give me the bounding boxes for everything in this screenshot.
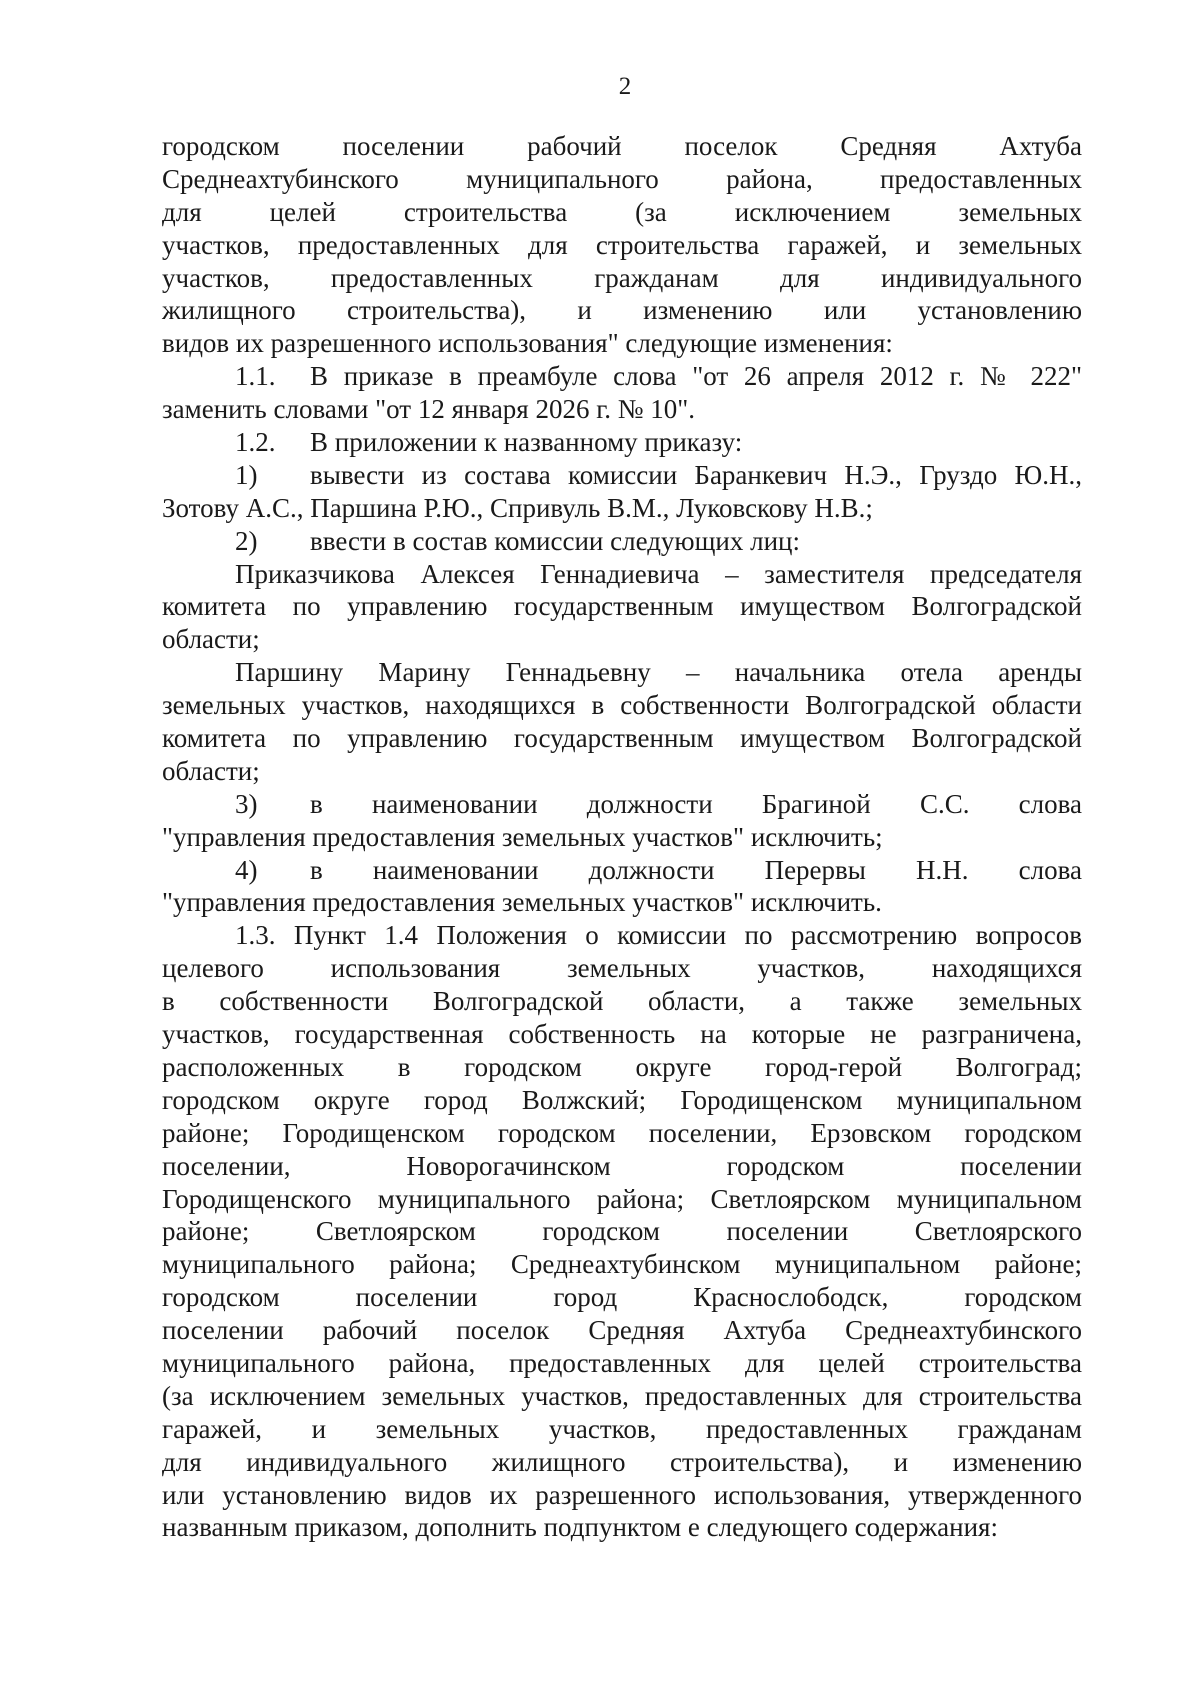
text-line [162, 788, 1082, 821]
text-line [162, 886, 1082, 919]
text-line [162, 1314, 1082, 1347]
text-line [162, 985, 1082, 1018]
line-text: для индивидуального жилищного строительства), и изменению [162, 1446, 1082, 1477]
text-line [162, 689, 1082, 722]
list-marker: 2) [235, 525, 258, 556]
text-line [162, 1248, 1082, 1281]
text-line [162, 262, 1082, 295]
line-text: "управления предоставления земельных участков" исключить; [162, 821, 883, 852]
text-line [162, 294, 1082, 327]
line-text: жилищного строительства), и изменению или установлению [162, 295, 1082, 326]
line-text: области; [162, 624, 260, 655]
text-line [162, 360, 1082, 393]
line-text: Зотову А.С., Паршина Р.Ю., Спривуль В.М., Луковскову Н.В.; [162, 492, 873, 523]
text-line [162, 1215, 1082, 1248]
text-line [162, 393, 1082, 426]
text-line [162, 656, 1082, 689]
line-text: муниципального района; Среднеахтубинском муниципальном районе; [162, 1249, 1082, 1280]
list-marker: 1) [235, 459, 258, 490]
text-line [162, 163, 1082, 196]
list-marker: 1.1. [235, 361, 276, 392]
line-text: участков, предоставленных для строительства гаражей, и земельных [162, 229, 1082, 260]
line-text: в наименовании должности Брагиной С.С. слова [310, 788, 1082, 819]
text-line [162, 1018, 1082, 1051]
text-line [162, 1183, 1082, 1216]
text-line [162, 1281, 1082, 1314]
text-line [162, 426, 1082, 459]
line-text: Городищенского муниципального района; Светлоярском муниципальном [162, 1183, 1082, 1214]
line-text: заменить словами "от 12 января 2026 г. № 10". [162, 394, 696, 425]
document-body [162, 130, 1082, 1544]
line-text: (за исключением земельных участков, предоставленных для строительства [162, 1380, 1082, 1411]
text-line [162, 1511, 1082, 1544]
line-text: городском поселении город Краснослободск, городском [162, 1282, 1082, 1313]
text-line [162, 1446, 1082, 1479]
text-line [162, 952, 1082, 985]
text-line [162, 590, 1082, 623]
text-line [162, 1150, 1082, 1183]
line-text: В приложении к названному приказу: [310, 427, 743, 458]
line-text: участков, государственная собственность на которые не разграничена, [162, 1019, 1082, 1050]
line-text: поселении рабочий поселок Средняя Ахтуба Среднеахтубинского [162, 1315, 1082, 1346]
text-line [162, 1084, 1082, 1117]
line-text: комитета по управлению государственным имуществом Волгоградской [162, 723, 1082, 754]
line-text: или установлению видов их разрешенного использования, утвержденного [162, 1479, 1082, 1510]
line-text: Приказчикова Алексея Геннадиевича – заместителя председателя [235, 558, 1082, 589]
line-text: В приказе в преамбуле слова "от 26 апреля 2012 г. № 222" [310, 361, 1082, 392]
line-text: видов их разрешенного использования" следующие изменения: [162, 328, 893, 359]
text-line [162, 623, 1082, 656]
text-line [162, 755, 1082, 788]
line-text: комитета по управлению государственным имуществом Волгоградской [162, 591, 1082, 622]
line-text: названным приказом, дополнить подпунктом е следующего содержания: [162, 1512, 998, 1543]
line-text: городском округе город Волжский; Городищенском муниципальном [162, 1084, 1082, 1115]
line-text: районе; Городищенском городском поселении, Ерзовском городском [162, 1117, 1082, 1148]
text-line [162, 229, 1082, 262]
line-text: Среднеахтубинского муниципального района, предоставленных [162, 163, 1082, 194]
text-line [162, 1380, 1082, 1413]
line-text: области; [162, 755, 260, 786]
line-text: участков, предоставленных гражданам для индивидуального [162, 262, 1082, 293]
list-marker: 3) [235, 788, 258, 819]
line-text: целевого использования земельных участков, находящихся [162, 953, 1082, 984]
text-line [162, 130, 1082, 163]
line-text: гаражей, и земельных участков, предоставленных гражданам [162, 1413, 1082, 1444]
text-line [162, 722, 1082, 755]
list-marker: 4) [235, 854, 258, 885]
text-line [162, 1347, 1082, 1380]
text-line [162, 854, 1082, 887]
line-text: в наименовании должности Перервы Н.Н. слова [310, 854, 1082, 885]
line-text: земельных участков, находящихся в собственности Волгоградской области [162, 690, 1082, 721]
text-line [162, 459, 1082, 492]
text-line [162, 1051, 1082, 1084]
text-line [162, 525, 1082, 558]
text-line [162, 196, 1082, 229]
list-marker: 1.2. [235, 427, 276, 458]
text-line [162, 327, 1082, 360]
line-text: Паршину Марину Геннадьевну – начальника отела аренды [235, 657, 1082, 688]
text-line [162, 1117, 1082, 1150]
line-text: поселении, Новорогачинском городском поселении [162, 1150, 1082, 1181]
text-line [162, 1479, 1082, 1512]
text-line [162, 558, 1082, 591]
line-text: 1.3. Пункт 1.4 Положения о комиссии по рассмотрению вопросов [235, 920, 1082, 951]
line-text: для целей строительства (за исключением земельных [162, 196, 1082, 227]
line-text: городском поселении рабочий поселок Средняя Ахтуба [162, 131, 1082, 161]
line-text: районе; Светлоярском городском поселении Светлоярского [162, 1216, 1082, 1247]
page-number: 2 [618, 73, 632, 100]
line-text: в собственности Волгоградской области, а также земельных [162, 986, 1082, 1017]
text-line [162, 919, 1082, 952]
text-line [162, 492, 1082, 525]
text-line [162, 821, 1082, 854]
line-text: расположенных в городском округе город-герой Волгоград; [162, 1051, 1082, 1082]
line-text: "управления предоставления земельных участков" исключить. [162, 887, 882, 918]
line-text: муниципального района, предоставленных для целей строительства [162, 1347, 1082, 1378]
line-text: ввести в состав комиссии следующих лиц: [310, 525, 800, 556]
line-text: вывести из состава комиссии Баранкевич Н.Э., Груздо Ю.Н., [310, 459, 1082, 490]
text-line [162, 1413, 1082, 1446]
